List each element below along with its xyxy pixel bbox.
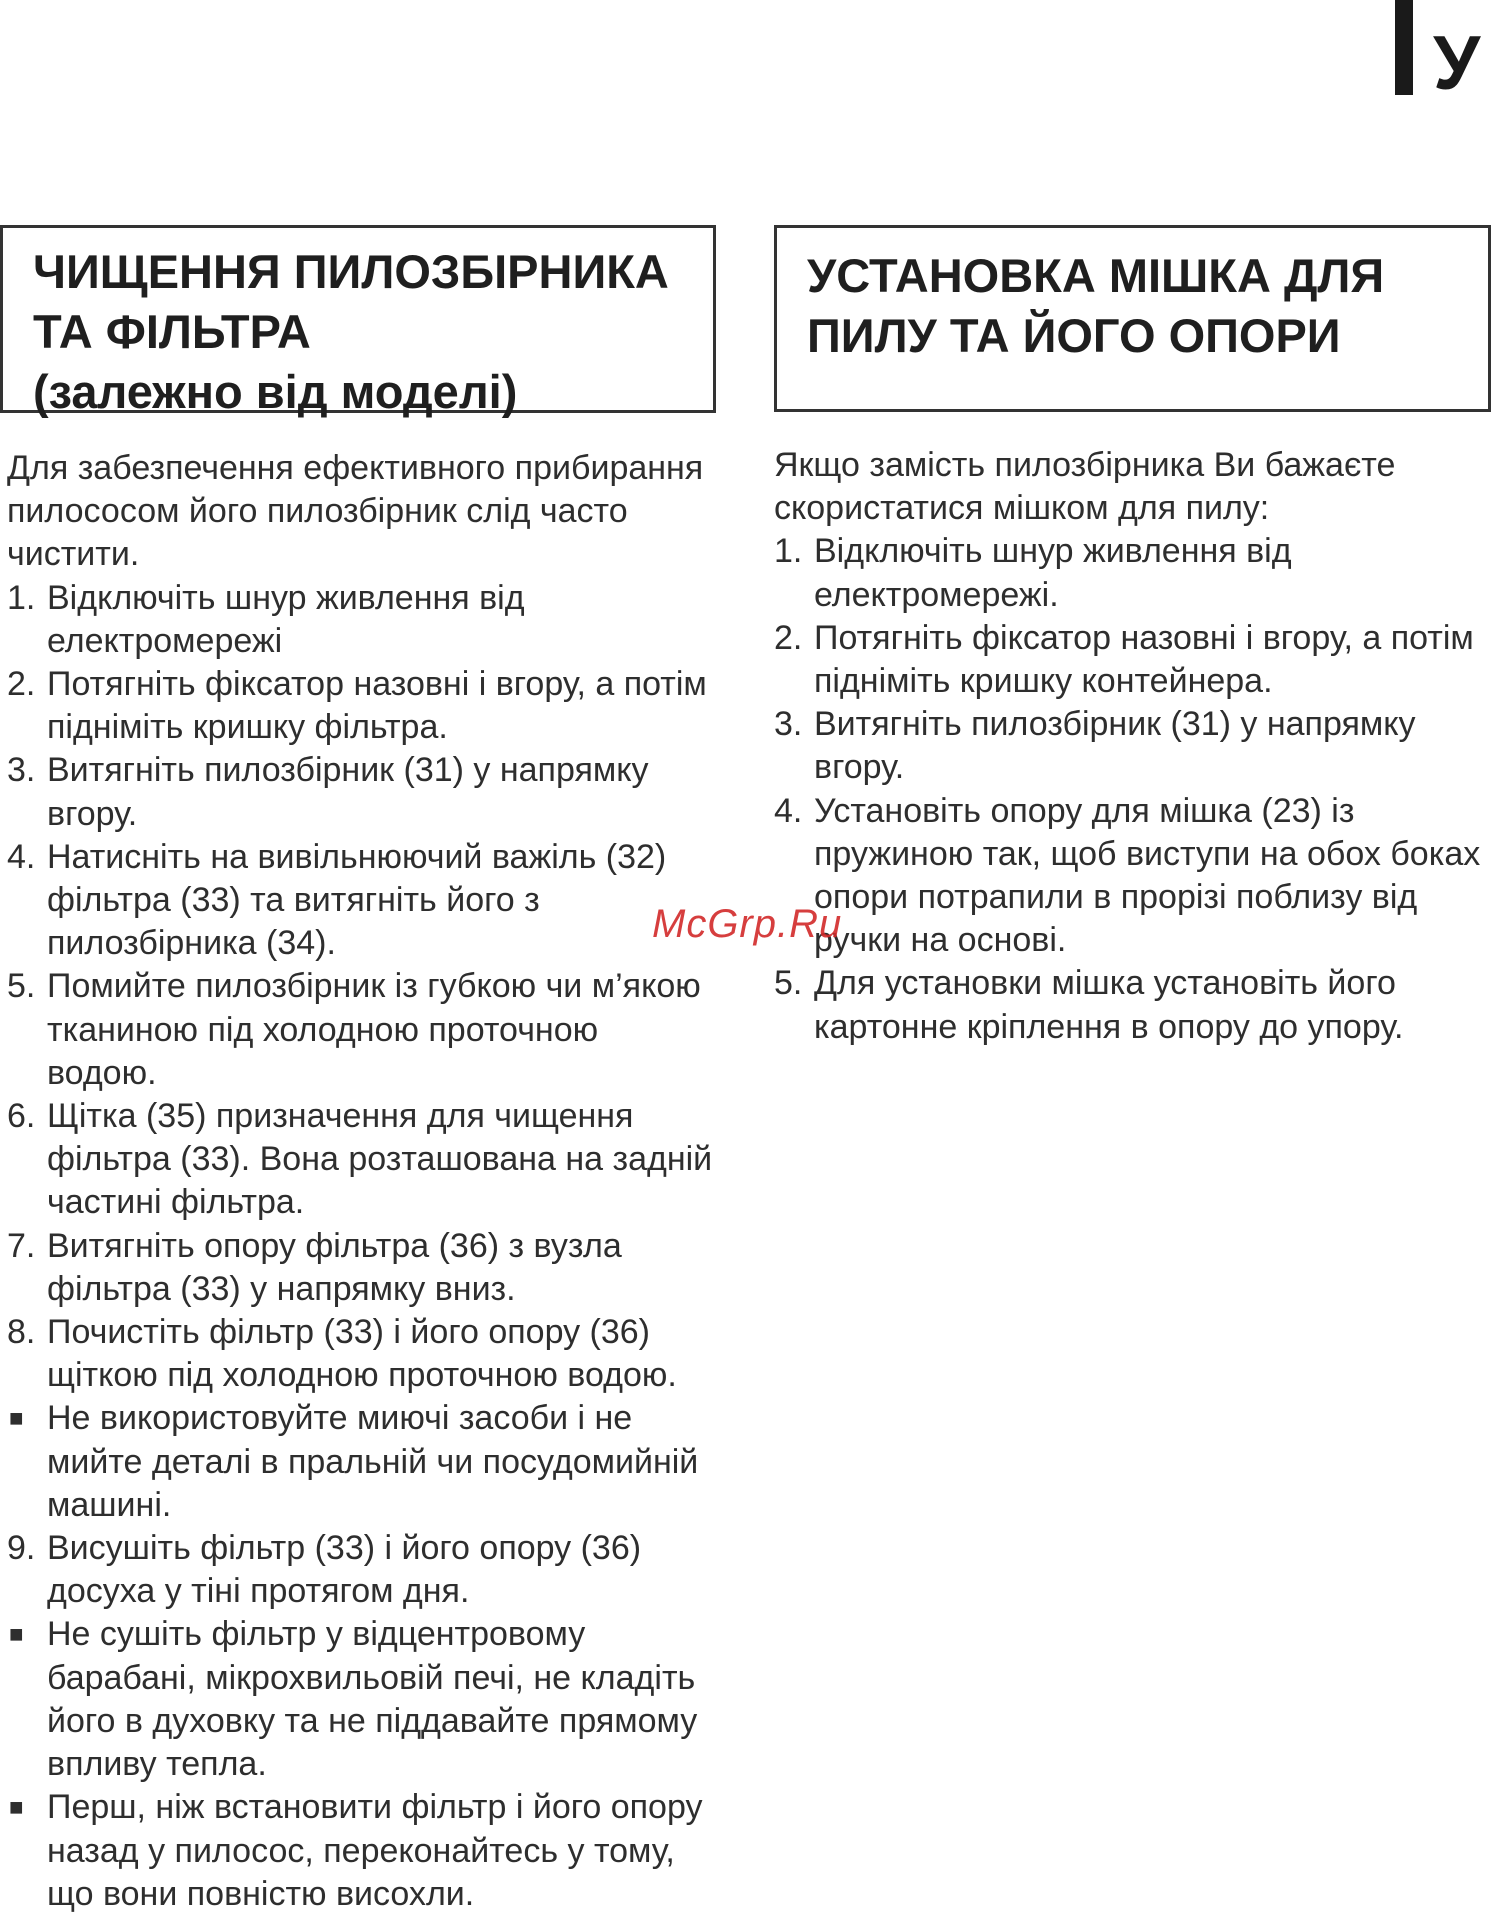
list-item-text: Не використовуйте миючі засоби і не мийте деталі в пральній чи посудомийній машині. <box>47 1399 699 1524</box>
list-item-text: Перш, ніж встановити фільтр і його опору назад у пилосос, переконайтесь у тому, що вони повністю висохли. <box>47 1788 703 1913</box>
left-instruction-list <box>7 577 716 1916</box>
list-item <box>7 965 716 1095</box>
language-marker-bar <box>1395 0 1413 95</box>
list-item-marker: 5. <box>774 964 803 1003</box>
list-item-text: Висушіть фільтр (33) і його опору (36) досуха у тіні протягом дня. <box>47 1529 642 1611</box>
list-item <box>774 530 1491 616</box>
list-item-text: Витягніть пилозбірник (31) у напрямку вгору. <box>47 751 649 833</box>
list-item-text: Витягніть опору фільтра (36) з вузла фільтра (33) у напрямку вниз. <box>47 1226 622 1308</box>
list-item-marker: 2. <box>774 618 803 657</box>
bullet-square-icon: ■ <box>9 1405 24 1433</box>
list-item <box>7 1225 716 1311</box>
list-item-marker: 3. <box>774 705 803 744</box>
right-intro-paragraph: Якщо замість пилозбірника Ви бажаєте скористатися мішком для пилу: <box>774 446 1396 528</box>
right-section-title-box <box>774 225 1491 412</box>
language-marker <box>1395 0 1491 106</box>
list-item <box>7 1095 716 1225</box>
left-column <box>0 225 716 1916</box>
right-section-body <box>774 444 1491 1049</box>
list-item <box>7 1527 716 1613</box>
list-item-text: Потягніть фіксатор назовні і вгору, а потім підніміть кришку контейнера. <box>814 618 1474 701</box>
list-item-marker: 5. <box>7 967 36 1006</box>
list-item-bullet <box>7 1786 716 1916</box>
list-item-marker: 3. <box>7 751 36 790</box>
list-item-text: Не сушіть фільтр у відцентровому барабані, мікрохвильовій печі, не кладіть його в духовку та не піддавайте прямому впливу тепла. <box>47 1615 698 1784</box>
list-item-marker: 8. <box>7 1313 36 1352</box>
bullet-square-icon: ■ <box>9 1794 24 1822</box>
list-item <box>7 577 716 663</box>
list-item <box>774 617 1491 703</box>
list-item-marker: 6. <box>7 1097 36 1136</box>
watermark: McGrp.Ru <box>652 902 843 946</box>
list-item <box>7 663 716 749</box>
list-item <box>774 962 1491 1048</box>
list-item-text: Помийте пилозбірник із губкою чи м’якою тканиною під холодною проточною водою. <box>47 967 701 1092</box>
list-item <box>7 749 716 835</box>
list-item-bullet <box>7 1397 716 1527</box>
list-item-text: Відключіть шнур живлення від електромережі <box>47 578 525 660</box>
left-section-title: ЧИЩЕННЯ ПИЛОЗБІРНИКА ТА ФІЛЬТРА (залежно від моделі) <box>33 245 669 418</box>
right-section-title: УСТАНОВКА МІШКА ДЛЯ ПИЛУ ТА ЙОГО ОПОРИ <box>807 249 1385 362</box>
list-item-bullet <box>7 1613 716 1786</box>
list-item <box>7 1311 716 1397</box>
list-item-text: Потягніть фіксатор назовні і вгору, а потім підніміть кришку фільтра. <box>47 665 707 747</box>
list-item-text: Для установки мішка установіть його картонне кріплення в опору до упору. <box>814 964 1404 1046</box>
list-item-marker: 1. <box>7 578 36 617</box>
bullet-square-icon: ■ <box>9 1621 24 1649</box>
right-column <box>774 225 1491 1049</box>
list-item-text: Установіть опору для мішка (23) із пружиною так, щоб виступи на обох боках опори потрапили в прорізі поблизу від ручки на основі. <box>814 791 1481 960</box>
list-item-text: Натисніть на вивільнюючий важіль (32) фільтра (33) та витягніть його з пилозбірника (34). <box>47 837 667 963</box>
list-item-text: Почистіть фільтр (33) і його опору (36) щіткою під холодною проточною водою. <box>47 1313 677 1395</box>
list-item-text: Щітка (35) призначення для чищення фільтра (33). Вона розташована на задній частині фільтра. <box>47 1097 713 1222</box>
list-item-marker: 9. <box>7 1529 36 1568</box>
list-item-text: Витягніть пилозбірник (31) у напрямку вгору. <box>814 705 1416 787</box>
list-item-marker: 7. <box>7 1226 36 1265</box>
list-item <box>7 836 716 966</box>
list-item-marker: 4. <box>774 791 803 830</box>
list-item <box>774 703 1491 789</box>
language-marker-letter: У <box>1433 21 1481 106</box>
list-item-marker: 1. <box>774 532 803 571</box>
list-item-text: Відключіть шнур живлення від електромережі. <box>814 532 1292 614</box>
list-item-marker: 2. <box>7 665 36 704</box>
list-item <box>774 790 1491 963</box>
list-item-marker: 4. <box>7 837 36 876</box>
right-instruction-list <box>774 530 1491 1048</box>
left-section-body <box>0 447 716 1916</box>
left-section-title-box <box>0 225 716 418</box>
left-intro-paragraph: Для забезпечення ефективного прибирання пилососом його пилозбірник слід часто чистити. <box>7 449 704 574</box>
